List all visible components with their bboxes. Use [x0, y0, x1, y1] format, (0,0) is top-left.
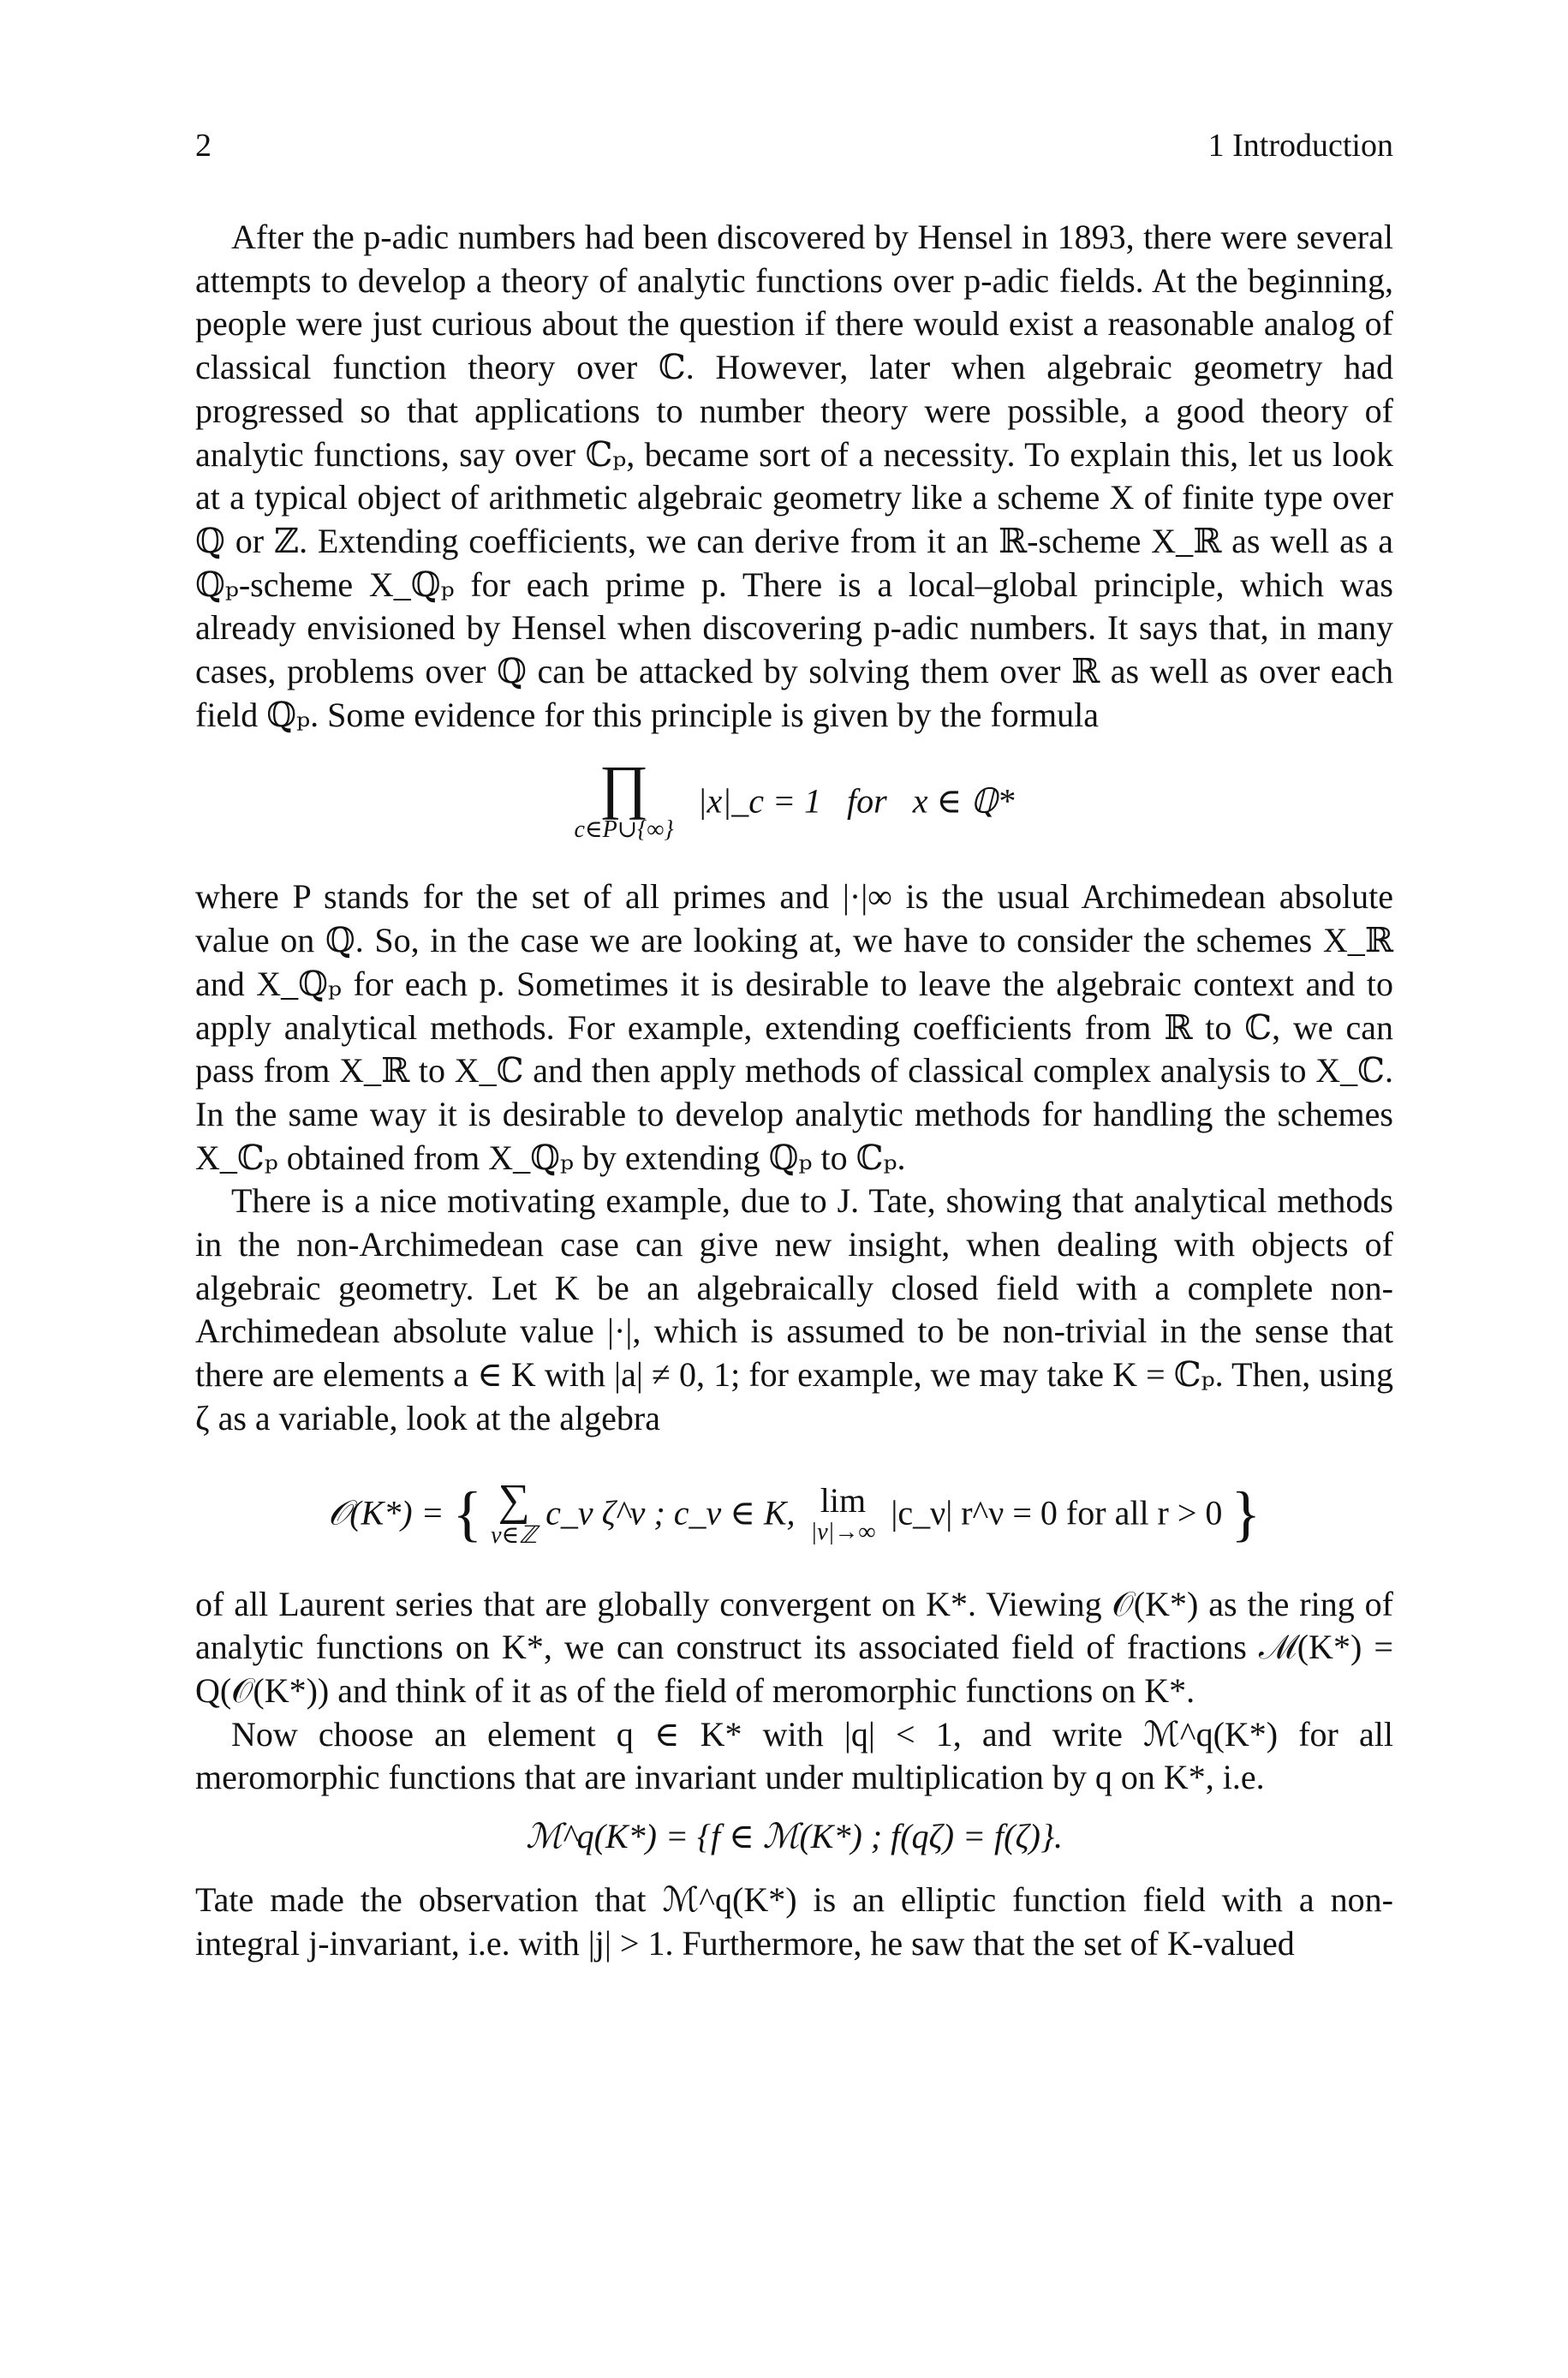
- paragraph-laurent: of all Laurent series that are globally convergent on K*. Viewing 𝒪(K*) as the ring of analytic functions on K*, we can construct its associated field of fractions ℳ(K*) = Q(𝒪(K*)) and think of it as of the field of meromorphic functions on K*.: [195, 1584, 1393, 1710]
- laurent-term: c_ν ζ^ν ; c_ν ∈ K,: [546, 1493, 796, 1533]
- product-formula: [195, 742, 1393, 862]
- limit-operator: lim |ν|→∞: [810, 1480, 876, 1545]
- invariant-functions-text: ℳ^q(K*) = {f ∈ ℳ(K*) ; f(qζ) = f(ζ)}.: [526, 1816, 1063, 1855]
- limit-subscript: |ν|→∞: [810, 1518, 876, 1545]
- paragraph-invariant: Now choose an element q ∈ K* with |q| < 1, and write ℳ^q(K*) for all meromorphic functions that are invariant under multiplication by q on K*, i.e.: [195, 1714, 1393, 1797]
- product-subscript: c∈P∪{∞}: [574, 816, 674, 844]
- laurent-algebra-equation: [195, 1449, 1393, 1578]
- invariant-functions-equation: [195, 1800, 1393, 1873]
- left-brace: {: [452, 1479, 483, 1548]
- laurent-lhs: 𝒪(K*) =: [328, 1493, 444, 1533]
- section-title: 1 Introduction: [1207, 128, 1393, 164]
- product-formula-body: |x|_c = 1 for x ∈ ℚ*: [697, 782, 1015, 822]
- product-operator: ∏ c∈P∪{∞}: [574, 755, 674, 844]
- sum-subscript: ν∈ℤ: [491, 1521, 538, 1549]
- paragraph-primes: where P stands for the set of all primes and |·|∞ is the usual Archimedean absolute value on ℚ. So, in the case we are looking at, we have to consider the schemes X_ℝ and X_ℚₚ for each p. Sometimes it is desirable to leave the algebraic context and to apply analytical methods. For example, extending coefficients from ℝ to ℂ, we can pass from X_ℝ to X_ℂ and then apply methods of classical complex analysis to X_ℂ. In the same way it is desirable to develop analytic methods for handling the schemes X_ℂₚ obtained from X_ℚₚ by extending ℚₚ to ℂₚ.: [195, 877, 1393, 1177]
- limit-body: |c_ν| r^ν = 0 for all r > 0: [891, 1493, 1223, 1533]
- right-brace: }: [1231, 1479, 1261, 1548]
- page-number: 2: [195, 128, 212, 164]
- body-text: [195, 216, 1393, 1966]
- paragraph-tate: There is a nice motivating example, due to J. Tate, showing that analytical methods in the non-Archimedean case can give new insight, when dealing with objects of algebraic geometry. Let K be an algebraically closed field with a complete non-Archimedean absolute value |·|, which is assumed to be non-trivial in the sense that there are elements a ∈ K with |a| ≠ 0, 1; for example, we may take K = ℂₚ. Then, using ζ as a variable, look at the algebra: [195, 1181, 1393, 1437]
- paragraph-intro: After the p-adic numbers had been discovered by Hensel in 1893, there were several attempts to develop a theory of analytic functions over p-adic fields. At the beginning, people were just curious about the question if there would exist a reasonable analog of classical function theory over ℂ. However, later when algebraic geometry had progressed so that applications to number theory were possible, a good theory of analytic functions, say over ℂₚ, became sort of a necessity. To explain this, let us look at a typical object of arithmetic algebraic geometry like a scheme X of finite type over ℚ or ℤ. Extending coefficients, we can derive from it an ℝ-scheme X_ℝ as well as a ℚₚ-scheme X_ℚₚ for each prime p. There is a local–global principle, which was already envisioned by Hensel when discovering p-adic numbers. It says that, in many cases, problems over ℚ can be attacked by solving them over ℝ as well as over each field ℚₚ. Some evidence for this principle is given by the formula: [195, 218, 1393, 734]
- sum-operator: ∑ ν∈ℤ: [491, 1475, 538, 1549]
- running-head: [195, 125, 1393, 166]
- paragraph-elliptic: Tate made the observation that ℳ^q(K*) is an elliptic function field with a non-integral j-invariant, i.e. with |j| > 1. Furthermore, he saw that the set of K-valued: [195, 1880, 1393, 1963]
